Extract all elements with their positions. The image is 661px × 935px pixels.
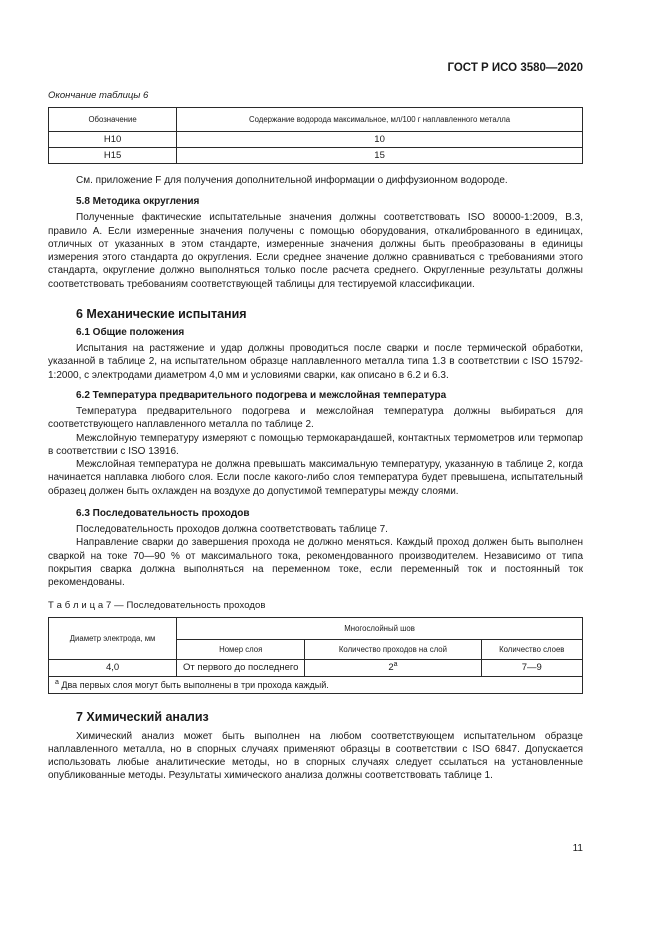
table6-caption: Окончание таблицы 6	[48, 90, 149, 101]
table7-cell-diameter: 4,0	[49, 659, 177, 676]
table7-caption: Т а б л и ц а 7 — Последовательность проходов	[48, 599, 266, 611]
table-6	[48, 107, 583, 164]
table-row	[49, 132, 583, 148]
table7-col-layers: Количество слоев	[481, 639, 582, 659]
table7-col-diameter: Диаметр электрода, мм	[49, 617, 177, 659]
section-6-title: 6 Механические испытания	[76, 307, 247, 322]
table7-cell-passes	[305, 659, 481, 676]
table6-cell-designation: H15	[49, 148, 177, 164]
table7-col-layer: Номер слоя	[177, 639, 305, 659]
annex-f-paragraph: См. приложение F для получения дополнительной информации о диффузионном водороде.	[76, 175, 508, 186]
table7-note-text: Два первых слоя могут быть выполнены в три прохода каждый.	[58, 679, 329, 690]
section-7-text: Химический анализ может быть выполнен на любом соответствующем испытательном образце наплавленного металла, но в спорных случаях применяют образцы в соответствии с ISO 6847. Допускается использовать любые аналитические методы, но в спорных случаях следует ссылаться на установленные опубликованные методы. Результаты химического анализа должны соответствовать таблице 1.	[48, 730, 583, 782]
table7-group-header: Многослойный шов	[177, 617, 583, 639]
footnote-mark: a	[393, 660, 398, 668]
footnote-mark: a	[55, 678, 59, 686]
section-6-2-p2: Межслойную температуру измеряют с помощью термокарандашей, контактных термометров или термопар в соответствии с ISO 13916.	[48, 432, 583, 457]
table6-cell-designation: H10	[49, 132, 177, 148]
page-number: 11	[572, 843, 583, 854]
page-content	[48, 90, 583, 783]
section-6-3-p2: Направление сварки до завершения прохода не должно меняться. Каждый проход должен быть выполнен сваркой на токе 70—90 % от максимального тока, рекомендованного производителем. Независимо от типа покрытия сварка должна выполняться на переменном токе, если переменный ток и постоянный ток рекомендованы.	[48, 537, 583, 589]
section-6-2-title: 6.2 Температура предварительного подогрева и межслойная температура	[76, 389, 447, 401]
section-5-8-text: Полученные фактические испытательные значения должны соответствовать ISO 80000-1:2009, B.3, правило A. Если измеренные значения получены с помощью оборудования, откалиброванного в единицах, отличных от указанных в этом стандарте, измеренные значения должны быть преобразованы в единицы измерения этого стандарта до округления. Если среднее значение должно сравниваться с требованиями этого стандарта, округление должно выполняться только после расчета среднего. Округленные результаты должны соответствовать требованиям соответствующей таблицы для тестируемой классификации.	[48, 212, 583, 290]
table6-cell-content: 15	[177, 148, 583, 164]
table7-passes-value: 2	[388, 662, 394, 674]
standard-header: ГОСТ Р ИСО 3580—2020	[447, 62, 583, 74]
section-6-3-p1: Последовательность проходов должна соответствовать таблице 7.	[76, 524, 388, 536]
table6-col-content: Содержание водорода максимальное, мл/100 г наплавленного металла	[177, 108, 583, 132]
table7-cell-layers: 7—9	[481, 659, 582, 676]
table6-col-designation: Обозначение	[49, 108, 177, 132]
table7-note	[49, 676, 583, 693]
table7-col-passes: Количество проходов на слой	[305, 639, 481, 659]
section-6-1-text: Испытания на растяжение и удар должны проводиться после сварки и после термической обработки, указанной в таблице 2, на испытательном образце наплавленного металла типа 1.3 в соответствии с ISO 15792-1:2000, с электродами диаметром 4,0 мм и условиями сварки, как описано в 6.2 и 6.3.	[48, 343, 583, 381]
section-6-2-p1: Температура предварительного подогрева и межслойная температура должны выбираться для соответствующего наплавленного металла по таблице 2.	[48, 405, 583, 431]
table-note-row	[49, 676, 583, 693]
table7-cell-layer: От первого до последнего	[177, 659, 305, 676]
section-7-title: 7 Химический анализ	[76, 709, 209, 724]
table6-cell-content: 10	[177, 132, 583, 148]
table-7	[48, 617, 583, 694]
section-5-8-title: 5.8 Методика округления	[76, 196, 200, 208]
table-row	[49, 659, 583, 676]
section-6-2-p3: Межслойная температура не должна превышать максимальную температуру, указанную в таблице 2, когда начинается наплавка любого слоя. Если после какого-либо слоя температура будет превышена, испытательный образец должен быть охлажден на воздухе до допустимой температуры между слоями.	[48, 459, 583, 497]
section-6-1-title: 6.1 Общие положения	[76, 327, 185, 339]
table-row	[49, 148, 583, 164]
section-6-3-title: 6.3 Последовательность проходов	[76, 508, 250, 520]
